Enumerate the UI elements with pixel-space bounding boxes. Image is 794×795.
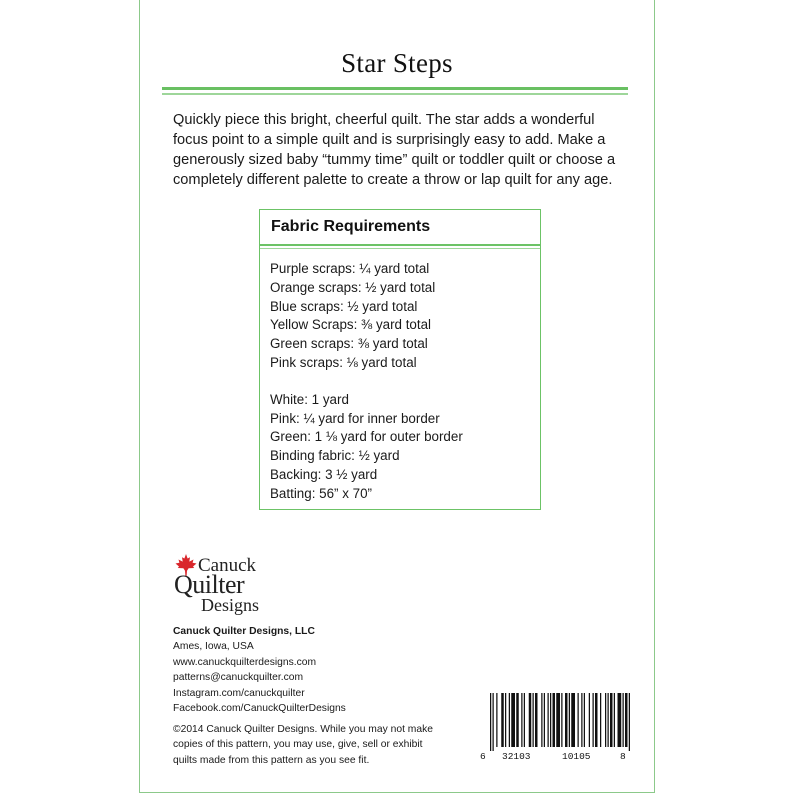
barcode-bar: [550, 693, 551, 747]
requirements-list: [270, 260, 463, 504]
pattern-back-cover: [139, 0, 655, 793]
req-orange-scraps: Orange scraps: ½ yard total: [270, 279, 436, 295]
barcode-digits-left: 32103: [502, 751, 531, 762]
barcode-bar: [614, 693, 615, 747]
barcode-bars: [480, 693, 632, 751]
barcode-bar: [625, 693, 628, 747]
logo-word-quilter: Quilter: [174, 570, 245, 599]
box-rule-thick: [260, 244, 540, 246]
barcode-bar: [509, 693, 510, 747]
barcode-bar: [533, 693, 534, 747]
list-spacer: [270, 373, 463, 391]
req-blue-scraps: Blue scraps: ½ yard total: [270, 298, 418, 314]
barcode-bar: [490, 693, 491, 751]
logo-word-designs: Designs: [201, 595, 259, 615]
barcode-bar: [548, 693, 549, 747]
barcode-bar: [541, 693, 542, 747]
req-green-border: Green: 1 ⅛ yard for outer border: [270, 429, 463, 445]
box-rule-thin: [260, 248, 540, 249]
barcode-bar: [584, 693, 585, 747]
barcode-bar: [544, 693, 545, 747]
barcode-bar: [535, 693, 538, 747]
company-name: Canuck Quilter Designs, LLC: [173, 626, 315, 637]
barcode-bar: [496, 693, 497, 747]
barcode-bar: [578, 693, 579, 747]
barcode-bar: [581, 693, 582, 747]
barcode-bar: [618, 693, 622, 747]
barcode-bar: [561, 693, 562, 747]
req-yellow-scraps: Yellow Scraps: ⅜ yard total: [270, 317, 432, 333]
barcode-digit-last: 8: [620, 751, 626, 762]
barcode-bar: [623, 693, 624, 747]
intro-paragraph: Quickly piece this bright, cheerful quilt. The star adds a wonderful focus point to a simple quilt and is surprisingly easy to add. Make a generously sized baby “tummy time” quilt or toddler quilt or choose a completely different palette to create a throw or lap quilt for any age.: [173, 112, 616, 188]
req-backing: Backing: 3 ½ yard: [270, 466, 378, 482]
fabric-requirements-heading: Fabric Requirements: [271, 218, 431, 235]
barcode-digits-right: 10105: [562, 751, 591, 762]
email-link[interactable]: patterns@canuckquilter.com: [173, 672, 304, 684]
req-pink-border: Pink: ¼ yard for inner border: [270, 410, 440, 426]
facebook-link[interactable]: Facebook.com/CanuckQuilterDesigns: [173, 703, 346, 715]
barcode-digit-first: 6: [480, 751, 486, 762]
barcode-bar: [608, 693, 609, 747]
copyright-notice: ©2014 Canuck Quilter Designs. While you may not make copies of this pattern, you may use, give, sell or exhibit quilts made from this pattern as you see fit.: [173, 724, 433, 766]
req-batting: Batting: 56” x 70”: [270, 485, 372, 501]
barcode-bar: [553, 693, 556, 747]
req-green-scraps: Green scraps: ⅜ yard total: [270, 336, 428, 352]
barcode-bar: [493, 693, 494, 751]
website-link[interactable]: www.canuckquilterdesigns.com: [173, 656, 317, 668]
req-pink-scraps: Pink scraps: ⅛ yard total: [270, 354, 417, 370]
barcode-bar: [593, 693, 594, 747]
barcode-bar: [571, 693, 575, 747]
barcode-bar: [600, 693, 601, 747]
req-purple-scraps: Purple scraps: ¼ yard total: [270, 261, 430, 276]
barcode-bar: [501, 693, 504, 747]
req-white: White: 1 yard: [270, 391, 349, 407]
barcode-bar: [529, 693, 532, 747]
barcode-bar: [505, 693, 506, 747]
barcode-bar: [521, 693, 522, 747]
barcode-bar: [556, 693, 560, 747]
logo-word-canuck: Canuck: [198, 555, 257, 576]
fabric-requirements-box: [259, 209, 541, 510]
contact-block: [173, 624, 346, 716]
barcode-bar: [516, 693, 519, 747]
barcode-bar: [569, 693, 570, 747]
barcode-bar: [565, 693, 568, 747]
instagram-link[interactable]: Instagram.com/canuckquilter: [173, 687, 305, 699]
barcode-bar: [605, 693, 606, 747]
upc-barcode: [480, 693, 632, 771]
barcode-bar: [629, 693, 630, 751]
barcode-bar: [511, 693, 515, 747]
barcode-bar: [589, 693, 590, 747]
pattern-title: Star Steps: [341, 48, 453, 78]
barcode-bar: [610, 693, 613, 747]
company-location: Ames, Iowa, USA: [173, 641, 254, 653]
barcode-bar: [524, 693, 525, 747]
title-rule-thick: [162, 87, 628, 90]
barcode-bar: [595, 693, 598, 747]
canuck-quilter-logo: [174, 553, 294, 615]
title-rule-thin: [162, 93, 628, 95]
req-binding: Binding fabric: ½ yard: [270, 448, 400, 464]
